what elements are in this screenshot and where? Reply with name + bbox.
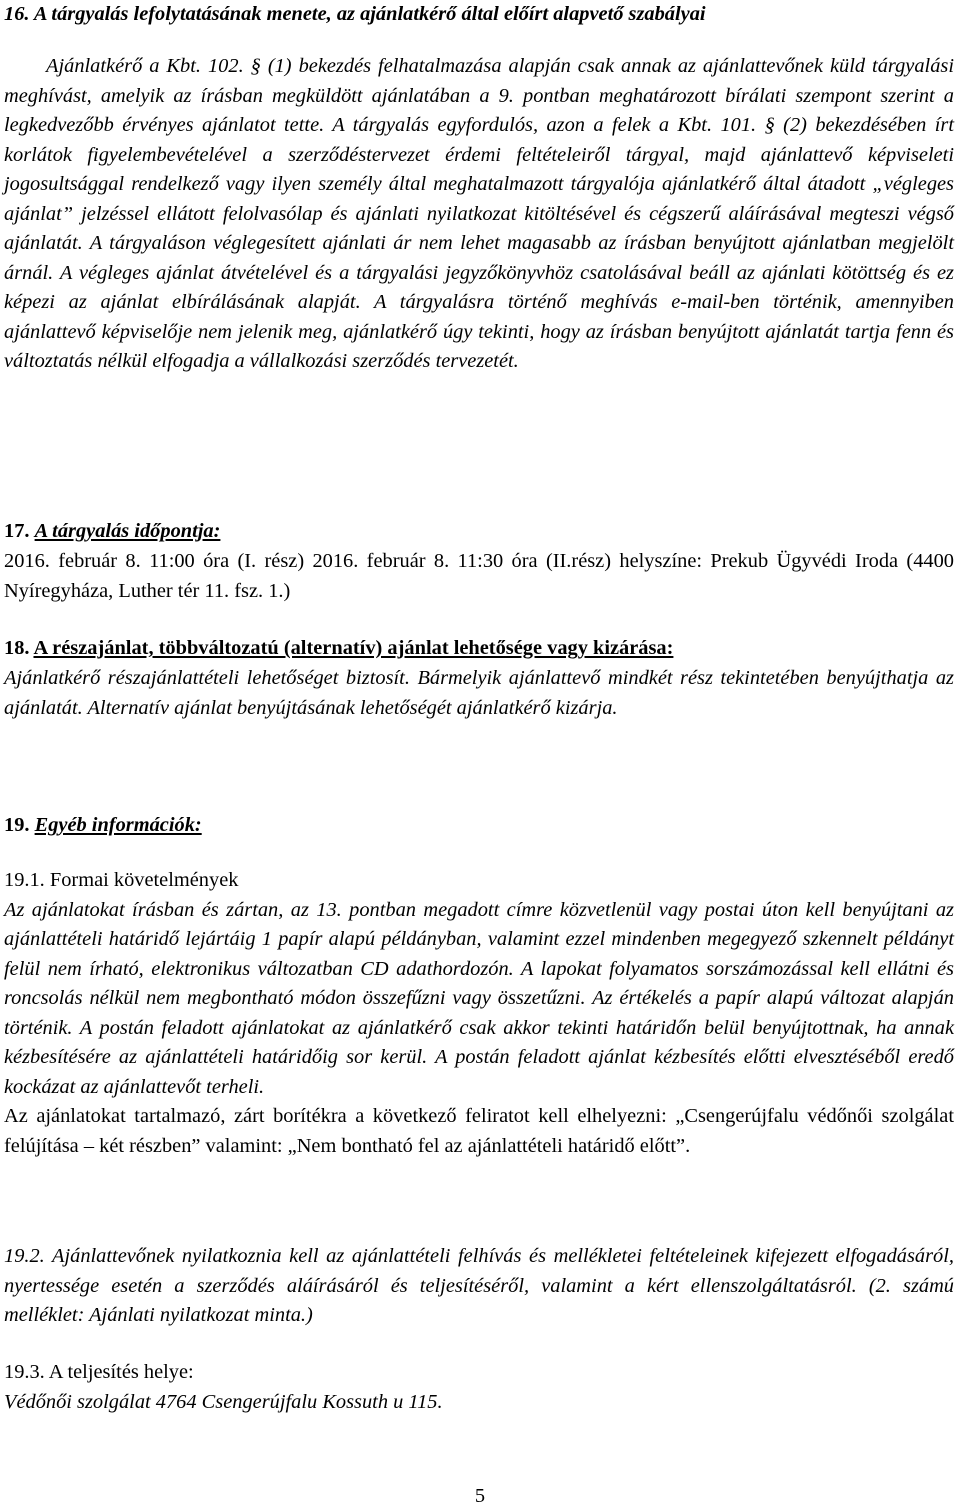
subsection-19-1-paragraph-2: Az ajánlatokat tartalmazó, zárt borítékra a következő feliratot kell elhelyezni: „Csengerújfalu védőnői szolgálat felújítása – két részben” valamint: „Nem bontható fel az ajánlattételi határidő előtt”. [4, 1105, 954, 1157]
section-19-number: 19. [4, 814, 30, 836]
subsection-19-3-label: 19.3. A teljesítés helye: [4, 1361, 194, 1383]
section-17-text: 2016. február 8. 11:00 óra (I. rész) 2016. február 8. 11:30 óra (II.rész) helyszíne: Prekub Ügyvédi Iroda (4400 Nyíregyháza, Luther tér 11. fsz. 1.) [4, 550, 954, 602]
subsection-19-1 [4, 866, 954, 1161]
section-17-number: 17. [4, 520, 30, 542]
section-18-title: A részajánlat, többváltozatú (alternatív) ajánlat lehetősége vagy kizárása: [33, 637, 674, 659]
section-17-title: A tárgyalás időpontja: [34, 520, 221, 542]
section-19-title: Egyéb információk: [34, 814, 202, 836]
subsection-19-3 [4, 1358, 954, 1417]
subsection-19-1-label: 19.1. Formai követelmények [4, 869, 239, 891]
subsection-19-3-text: Védőnői szolgálat 4764 Csengerújfalu Kossuth u 115. [4, 1390, 443, 1413]
section-19-heading [4, 811, 202, 841]
section-16-heading: 16. A tárgyalás lefolytatásának menete, az ajánlatkérő által előírt alapvető szabályai [4, 3, 706, 25]
section-18-heading [4, 634, 673, 664]
page-number: 5 [474, 1485, 486, 1507]
subsection-19-1-paragraph-1: Az ajánlatokat írásban és zártan, az 13. pontban megadott címre közvetlenül vagy postai úton kell benyújtani az ajánlattételi határidő lejártáig 1 papír alapú példányban, valamint ezzel mindenben megegyező szkennelt példányt felül nem írható, elektronikus változatban CD adathordozón. A lapokat folyamatos sorszámozással kell ellátni és roncsolás nélkül nem megbontható módon összefűzni vagy összetűzni. Az értékelés a papír alapú változat alapján történik. A postán feladott ajánlatokat az ajánlatkérő csak akkor tekinti határidőn belül benyújtottnak, ha annak kézbesítésére az ajánlattételi határidőig sor kerül. A postán feladott ajánlat kézbesítés előtti elvesztéséből eredő kockázat az ajánlattevőt terheli. [4, 898, 954, 1098]
section-16-paragraph: Ajánlatkérő a Kbt. 102. § (1) bekezdés felhatalmazása alapján csak annak az ajánlattevőnek küld tárgyalási meghívást, amelyik az írásban megküldött ajánlatában a 9. pontban meghatározott bírálati szempont szerint a legkedvezőbb érvényes ajánlatot tette. A tárgyalás egyfordulós, azon a felek a Kbt. 101. § (2) bekezdésében írt korlátok figyelembevételével a szerződéstervezet érdemi feltételeiről tárgyal, majd ajánlattevő képviseleti jogosultsággal rendelkező vagy ilyen személy által meghatalmazott tárgyalója ajánlatkérő által átadott „végleges ajánlat” jelzéssel ellátott felolvasólap és ajánlati nyilatkozat kitöltésével és cégszerű aláírásával megteszi végső ajánlatát. A tárgyaláson véglegesített ajánlati ár nem lehet magasabb az írásban benyújtott ajánlatban megjelölt árnál. A végleges ajánlat átvételével és a tárgyalási jegyzőkönyvhöz csatolásával beáll az ajánlati kötöttség és ez képezi az ajánlat elbírálásának alapját. A tárgyalásra történő meghívás e-mail-ben történik, amennyiben ajánlattevő képviselője nem jelenik meg, ajánlatkérő úgy tekinti, hogy az írásban benyújtott ajánlatát tartja fenn és változtatás nélkül elfogadja a vállalkozási szerződés tervezetét. [4, 55, 954, 372]
section-18-number: 18. [4, 637, 30, 659]
section-17-heading [4, 517, 220, 547]
section-18-text: Ajánlatkérő részajánlattételi lehetőséget biztosít. Bármelyik ajánlattevő mindkét rész tekintetében benyújthatja az ajánlatát. Alternatív ajánlat benyújtásának lehetőségét ajánlatkérő kizárja. [4, 667, 954, 719]
subsection-19-2: 19.2. Ajánlattevőnek nyilatkoznia kell az ajánlattételi felhívás és mellékletei feltételeinek kifejezett elfogadásáról, nyertessége esetén a szerződés aláírásáról és teljesítéséről, valamint a kért ellenszolgáltatásról. (2. számú melléklet: Ajánlati nyilatkozat minta.) [4, 1245, 954, 1326]
